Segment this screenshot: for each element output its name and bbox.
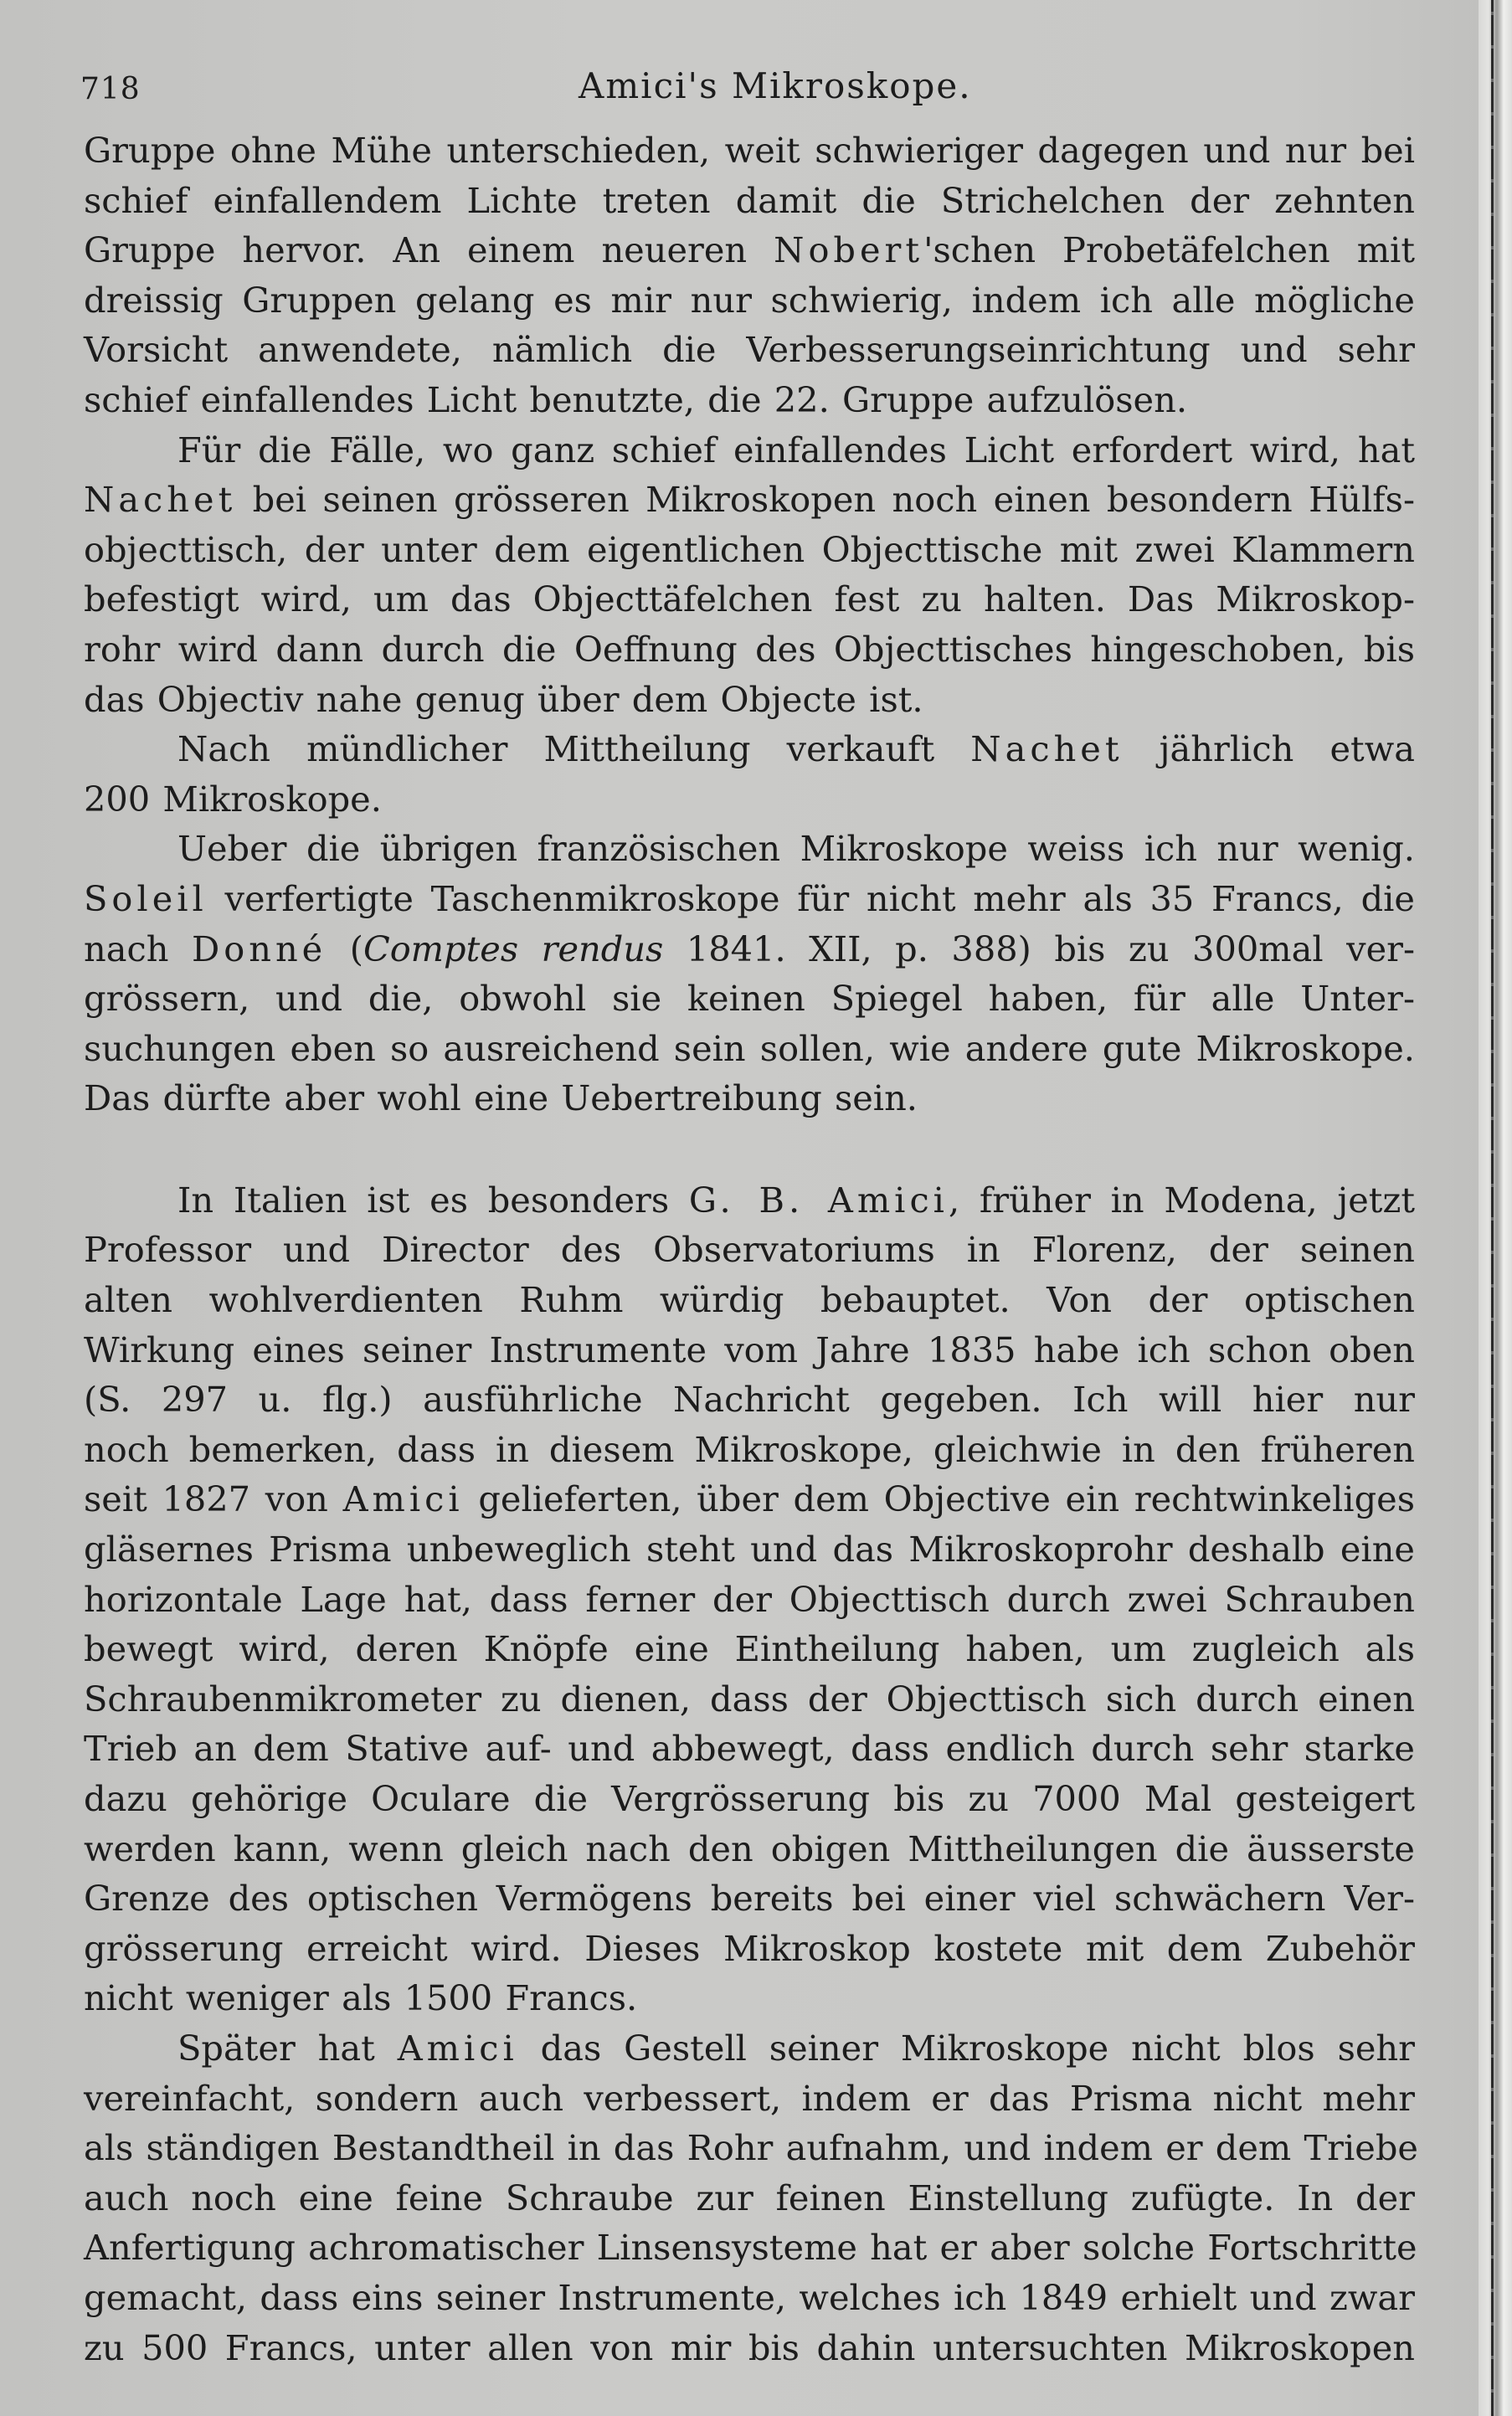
text-line: 200 Mikroskope.	[84, 778, 382, 820]
text-line: gemacht, dass eins seiner Instrumente, welches ich 1849 erhielt und zwar	[84, 2276, 1415, 2318]
text-line: auch noch eine feine Schraube zur feinen Einstellung zufügte. In der	[84, 2177, 1415, 2218]
spaced-name: Amici	[397, 2027, 518, 2069]
text-line: dazu gehörige Oculare die Vergrösserung bis zu 7000 Mal gesteigert	[84, 1778, 1415, 1819]
page-header	[80, 65, 1420, 116]
text-line: Vorsicht anwendete, nämlich die Verbesserungseinrichtung und sehr	[84, 329, 1415, 371]
text-line: Gruppe ohne Mühe unterschieden, weit schwieriger dagegen und nur bei	[84, 130, 1415, 171]
binding-edge-line	[1491, 0, 1494, 2416]
text-line: grösserung erreicht wird. Dieses Mikroskop kostete mit dem Zubehör	[84, 1927, 1415, 1969]
text-line: Ueber die übrigen französischen Mikroskope weiss ich nur wenig.	[177, 828, 1415, 870]
text-line: grössern, und die, obwohl sie keinen Spiegel haben, für alle Unter-	[84, 978, 1415, 1020]
text-line: gläsernes Prisma unbeweglich steht und das Mikroskoprohr deshalb eine	[84, 1529, 1415, 1570]
text-line: Für die Fälle, wo ganz schief einfallendes Licht erfordert wird, hat	[177, 429, 1415, 470]
page-number: 718	[80, 72, 141, 106]
spaced-name: Amici	[342, 1478, 464, 1520]
text-line: Nachet bei seinen grösseren Mikroskopen noch einen besondern Hülfs-	[84, 479, 1415, 521]
text-line: nach Donné (Comptes rendus 1841. XII, p. 388) bis zu 300mal ver-	[84, 928, 1415, 969]
text-line: Nach mündlicher Mittheilung verkauft Nachet jährlich etwa	[177, 728, 1415, 770]
text-line: befestigt wird, um das Objecttäfelchen fest zu halten. Das Mikroskop-	[84, 578, 1415, 620]
text-line: Gruppe hervor. An einem neueren Nobert'schen Probetäfelchen mit	[84, 229, 1416, 271]
text-line: zu 500 Francs, unter allen von mir bis dahin untersuchten Mikroskopen	[84, 2326, 1415, 2368]
spaced-name: G. B. Amici	[688, 1179, 949, 1221]
body-text	[84, 126, 1418, 2372]
text-line: Später hat Amici das Gestell seiner Mikroskope nicht blos sehr	[177, 2027, 1415, 2069]
text-line: Anfertigung achromatischer Linsensysteme hat er aber solche Fortschritte	[84, 2227, 1417, 2269]
text-line: schief einfallendem Lichte treten damit die Strichelchen der zehnten	[84, 179, 1415, 221]
spaced-name: Nachet	[84, 479, 237, 521]
text-line: bewegt wird, deren Knöpfe eine Eintheilung haben, um zugleich als	[84, 1628, 1415, 1670]
text-line: vereinfacht, sondern auch verbessert, indem er das Prisma nicht mehr	[84, 2077, 1415, 2119]
text-line: (S. 297 u. flg.) ausführliche Nachricht gegeben. Ich will hier nur	[84, 1379, 1415, 1421]
text-line: das Objectiv nahe genug über dem Objecte ist.	[84, 678, 923, 720]
text-line: werden kann, wenn gleich nach den obigen Mittheilungen die äusserste	[84, 1827, 1415, 1869]
text-line: Schraubenmikrometer zu dienen, dass der Objecttisch sich durch einen	[84, 1678, 1415, 1719]
text-line: Professor und Director des Observatoriums in Florenz, der seinen	[84, 1229, 1415, 1271]
section-gap	[84, 1123, 1415, 1175]
text-line: horizontale Lage hat, dass ferner der Objecttisch durch zwei Schrauben	[84, 1578, 1415, 1620]
spaced-name: Soleil	[84, 877, 208, 919]
text-line: objecttisch, der unter dem eigentlichen Objecttische mit zwei Klammern	[84, 528, 1415, 570]
text-line: noch bemerken, dass in diesem Mikroskope, gleichwie in den früheren	[84, 1428, 1415, 1470]
italic-citation: Comptes rendus	[363, 928, 664, 969]
text-line: Das dürfte aber wohl eine Uebertreibung sein.	[84, 1077, 918, 1119]
spaced-name: Donné	[191, 928, 327, 969]
text-line: als ständigen Bestandtheil in das Rohr aufnahm, und indem er dem Triebe	[84, 2127, 1418, 2169]
text-line: Wirkung eines seiner Instrumente vom Jahre 1835 habe ich schon oben	[84, 1329, 1415, 1370]
spaced-name: Nobert	[774, 229, 924, 271]
text-line: rohr wird dann durch die Oeffnung des Objecttisches hingeschoben, bis	[84, 628, 1415, 670]
text-line: suchungen eben so ausreichend sein sollen, wie andere gute Mikroskope.	[84, 1027, 1415, 1069]
spaced-name: Nachet	[970, 728, 1124, 770]
text-line: schief einfallendes Licht benutzte, die 22. Gruppe aufzulösen.	[84, 378, 1188, 420]
running-head: Amici's Mikroskope.	[579, 65, 972, 106]
text-line: In Italien ist es besonders G. B. Amici, früher in Modena, jetzt	[177, 1179, 1415, 1221]
text-line: Soleil verfertigte Taschenmikroskope für nicht mehr als 35 Francs, die	[84, 877, 1415, 919]
text-line: Grenze des optischen Vermögens bereits bei einer viel schwächern Ver-	[84, 1878, 1415, 1920]
text-line: dreissig Gruppen gelang es mir nur schwierig, indem ich alle mögliche	[84, 279, 1415, 321]
text-line: Trieb an dem Stative auf- und abbewegt, dass endlich durch sehr starke	[84, 1728, 1415, 1770]
text-line: alten wohlverdienten Ruhm würdig bebauptet. Von der optischen	[84, 1279, 1415, 1321]
text-line: nicht weniger als 1500 Francs.	[84, 1977, 638, 2019]
text-line: seit 1827 von Amici gelieferten, über dem Objective ein rechtwinkeliges	[84, 1478, 1416, 1520]
page-edge	[1479, 0, 1512, 2416]
